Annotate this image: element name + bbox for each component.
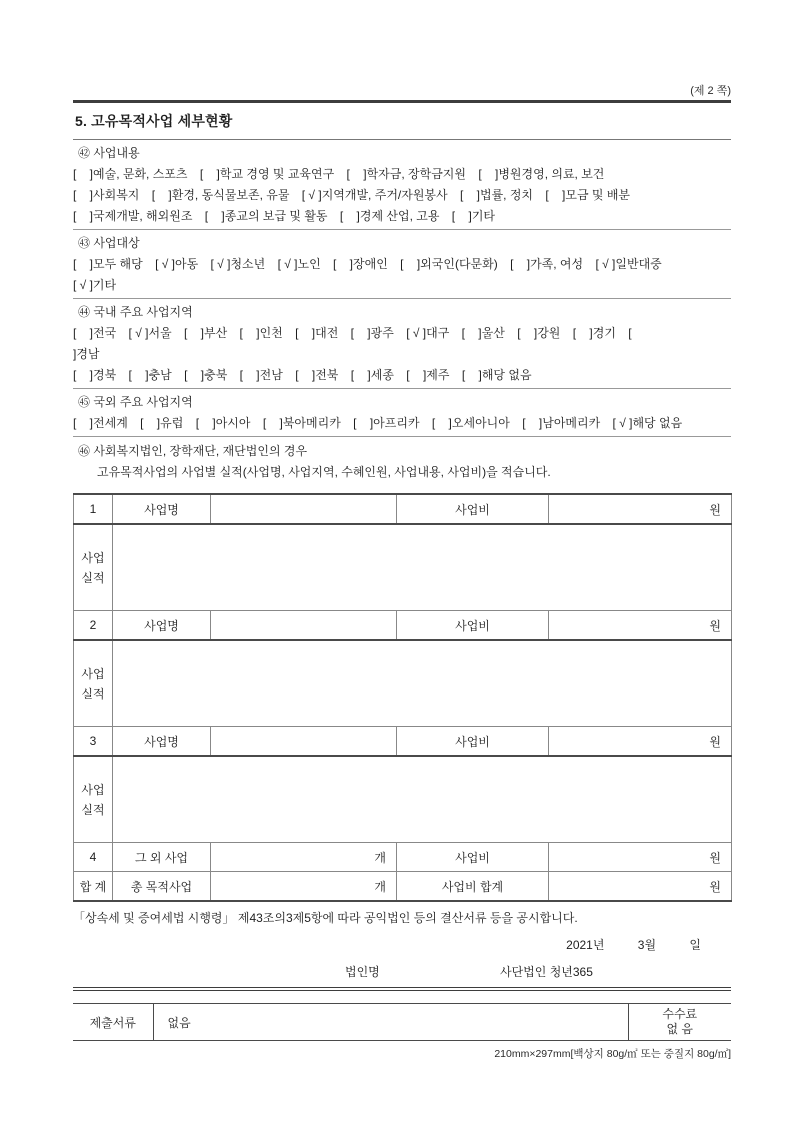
checkbox-label: 전국	[93, 326, 117, 340]
checkbox-box: [ ]	[406, 368, 427, 382]
project-cost-label: 사업비	[397, 494, 549, 524]
checkbox-label: 아시아	[215, 416, 251, 430]
corporation-name-label: 법인명	[345, 965, 380, 979]
checkbox-box: [ ]	[459, 188, 480, 202]
checkbox-item[interactable]	[462, 326, 505, 340]
checkbox-box: [ ]	[510, 257, 531, 271]
checkbox-item[interactable]	[406, 326, 449, 340]
checkbox-box: [ ]	[478, 167, 499, 181]
date-day: 일	[689, 938, 701, 952]
checkbox-label: 모금 및 배분	[565, 188, 631, 202]
checkbox-item[interactable]	[522, 416, 600, 430]
checkbox-label: 모두 해당	[93, 257, 143, 271]
checkbox-box: [ ]	[461, 326, 482, 340]
checkbox-item[interactable]	[129, 368, 172, 382]
checkbox-label: 강원	[537, 326, 561, 340]
fee-label: 수수료	[662, 1007, 698, 1021]
checkbox-label: 기타	[471, 209, 495, 223]
checkbox-box: [ ]	[572, 326, 593, 340]
checkbox-item[interactable]	[478, 167, 604, 181]
attachments-row	[73, 1004, 731, 1041]
checkbox-label: 오세아니아	[451, 416, 510, 430]
checkbox-line	[73, 344, 731, 365]
checkbox-box: [ ]	[184, 326, 205, 340]
checkbox-item[interactable]	[184, 326, 227, 340]
checkbox-line	[73, 164, 731, 185]
checkbox-item[interactable]	[152, 188, 290, 202]
checkbox-label: 전북	[315, 368, 339, 382]
checkbox-line	[73, 365, 731, 386]
row-number: 4	[74, 843, 113, 872]
checkbox-box: [ √ ]	[155, 257, 175, 271]
checkbox-label: 전남	[259, 368, 283, 382]
checkbox-item[interactable]	[573, 326, 616, 340]
performance-label-bottom: 실적	[81, 570, 105, 585]
checkbox-label: 아프리카	[373, 416, 420, 430]
performance-label-bottom: 실적	[81, 686, 105, 701]
performance-row-1	[74, 524, 732, 611]
checkbox-item[interactable]	[452, 209, 495, 223]
other-projects-count-cell	[211, 843, 397, 872]
project-cost-label: 사업비	[397, 843, 549, 872]
total-cost-label: 사업비 합계	[397, 872, 549, 902]
performance-label-top: 사업	[81, 666, 105, 681]
checkbox-box: [ ]	[350, 368, 371, 382]
checkbox-line	[73, 323, 731, 344]
checkbox-label: 종교의 보급 및 활동	[224, 209, 328, 223]
checkbox-box: [ ]	[73, 416, 94, 430]
currency-unit: 원	[709, 850, 721, 865]
section-42-business-content	[73, 140, 731, 230]
checkbox-item[interactable]	[595, 257, 661, 271]
checkbox-item[interactable]	[240, 326, 283, 340]
checkbox-item[interactable]	[200, 167, 334, 181]
row-number: 1	[74, 494, 113, 524]
checkbox-box: [ √ ]	[128, 326, 149, 340]
checkbox-box: [	[628, 326, 632, 340]
project-name-label: 사업명	[113, 611, 211, 641]
checkbox-box: [ √ ]	[277, 257, 298, 271]
project-name-label: 사업명	[113, 727, 211, 757]
checkbox-box: [ ]	[517, 326, 538, 340]
checkbox-label: 인천	[259, 326, 283, 340]
date-line	[73, 938, 731, 953]
section-title: ㊸ 사업대상	[78, 236, 140, 250]
section-title: ㊻ 사회복지법인, 장학재단, 재단법인의 경우	[78, 444, 308, 458]
performance-label-cell	[74, 640, 113, 727]
checkbox-box: [ ]	[353, 416, 374, 430]
checkbox-item[interactable]	[613, 416, 683, 430]
checkbox-box: [ ]	[239, 326, 260, 340]
fee-value: 없 음	[666, 1022, 694, 1036]
checkbox-label: 장애인	[353, 257, 388, 271]
checkbox-label: 예술, 문화, 스포츠	[93, 167, 188, 181]
project-row-1	[74, 494, 732, 524]
checkbox-label: 지역개발, 주거/자원봉사	[321, 188, 448, 202]
section-title: ㊷ 사업내용	[78, 146, 140, 160]
checkbox-item[interactable]	[347, 167, 466, 181]
checkbox-label: 부산	[204, 326, 228, 340]
checkbox-box: [ ]	[128, 368, 149, 382]
checkbox-item[interactable]	[517, 326, 560, 340]
section-46-note	[73, 437, 731, 485]
attachments-table	[73, 1003, 731, 1041]
checkbox-item[interactable]	[73, 257, 143, 271]
checkbox-item[interactable]	[340, 209, 440, 223]
checkbox-label: 병원경영, 의료, 보건	[498, 167, 605, 181]
checkbox-item[interactable]	[73, 167, 188, 181]
checkbox-item[interactable]	[73, 326, 116, 340]
checkbox-box: [ ]	[431, 416, 452, 430]
checkbox-box: [ ]	[73, 257, 94, 271]
project-name-value-cell	[211, 611, 397, 641]
checkbox-box: [ √ ]	[595, 257, 616, 271]
checkbox-line	[73, 185, 731, 206]
checkbox-label: 북아메리카	[282, 416, 341, 430]
page-number-note: (제 2 쪽)	[690, 85, 731, 97]
checkbox-box: [ ]	[73, 326, 94, 340]
checkbox-item[interactable]	[205, 209, 328, 223]
checkbox-item[interactable]	[140, 416, 183, 430]
checkbox-item[interactable]	[510, 257, 583, 271]
checkbox-label: 유럽	[160, 416, 184, 430]
project-row-2	[74, 611, 732, 641]
project-cost-value-cell	[549, 611, 732, 641]
checkbox-box: [ ]	[184, 368, 205, 382]
project-cost-value-cell	[549, 494, 732, 524]
checkbox-box: [ √ ]	[612, 416, 633, 430]
checkbox-label: 법률, 정치	[479, 188, 534, 202]
section-title: ㊹ 국내 주요 사업지역	[78, 305, 193, 319]
corporation-name-line	[73, 963, 731, 979]
attachments-value: 없음	[153, 1004, 628, 1041]
checkbox-label: 노인	[297, 257, 321, 271]
performance-value-cell	[113, 640, 732, 727]
checkbox-item[interactable]	[400, 257, 498, 271]
checkbox-box: [ ]	[262, 416, 283, 430]
checkbox-box: [ ]	[204, 209, 225, 223]
checkbox-item[interactable]	[73, 188, 139, 202]
checkbox-item[interactable]	[460, 188, 533, 202]
checkbox-item[interactable]	[545, 188, 630, 202]
project-cost-label: 사업비	[397, 611, 549, 641]
attachments-label: 제출서류	[89, 1015, 136, 1030]
checkbox-item[interactable]	[196, 416, 251, 430]
currency-unit: 원	[709, 618, 721, 633]
checkbox-item[interactable]	[73, 368, 116, 382]
checkbox-label: 아동	[174, 257, 199, 271]
project-cost-label: 사업비	[397, 727, 549, 757]
checkbox-box: [ ]	[545, 188, 566, 202]
bottom-rule	[73, 987, 731, 991]
performance-row-2	[74, 640, 732, 727]
checkbox-label: 국제개발, 해외원조	[93, 209, 193, 223]
checkbox-item[interactable]	[333, 257, 388, 271]
checkbox-item[interactable]	[184, 368, 227, 382]
count-unit: 개	[374, 879, 386, 894]
checkbox-label: 남아메리카	[542, 416, 601, 430]
checkbox-item[interactable]	[462, 368, 532, 382]
checkbox-box: [ ]	[73, 209, 94, 223]
performance-label-bottom: 실적	[81, 802, 105, 817]
checkbox-item[interactable]	[240, 368, 283, 382]
project-row-3	[74, 727, 732, 757]
checkbox-item[interactable]	[406, 368, 449, 382]
checkbox-box: [ ]	[73, 188, 94, 202]
checkbox-box: [ √ ]	[301, 188, 322, 202]
project-name-value-cell	[211, 727, 397, 757]
total-label: 합 계	[74, 872, 113, 902]
checkbox-box: [ ]	[151, 188, 172, 202]
checkbox-label: 환경, 동식물보존, 유물	[171, 188, 290, 202]
checkbox-item[interactable]	[73, 209, 192, 223]
checkbox-item-wrap-close[interactable]	[73, 347, 100, 361]
total-projects-label: 총 목적사업	[113, 872, 211, 902]
checkbox-item[interactable]	[351, 368, 394, 382]
checkbox-label: 경제 산업, 고용	[359, 209, 440, 223]
section-45-overseas-regions	[73, 389, 731, 437]
checkbox-label: 학자금, 장학금지원	[366, 167, 466, 181]
performance-label-top: 사업	[81, 782, 105, 797]
checkbox-item[interactable]	[73, 278, 116, 292]
checkbox-box: [ ]	[73, 368, 94, 382]
checkbox-label: 가족, 여성	[530, 257, 584, 271]
checkbox-box: [ √ ]	[73, 278, 93, 292]
currency-unit: 원	[709, 502, 721, 517]
section-44-domestic-regions	[73, 299, 731, 389]
checkbox-label: 사회복지	[93, 188, 140, 202]
checkbox-label: 청소년	[230, 257, 266, 271]
checkbox-label: 서울	[148, 326, 172, 340]
checkbox-label: 경북	[93, 368, 117, 382]
section-43-business-target	[73, 230, 731, 299]
checkbox-label: 해당 없음	[481, 368, 532, 382]
checkbox-box: [ ]	[350, 326, 371, 340]
checkbox-item[interactable]	[295, 368, 338, 382]
currency-unit: 원	[709, 879, 721, 894]
checkbox-item[interactable]	[73, 416, 128, 430]
count-unit: 개	[374, 850, 386, 865]
fee-cell	[628, 1004, 731, 1041]
checkbox-item[interactable]	[263, 416, 341, 430]
checkbox-box: [ ]	[195, 416, 216, 430]
checkbox-box: [ √ ]	[210, 257, 231, 271]
checkbox-item-wrap-open[interactable]	[628, 326, 631, 340]
performance-label-cell	[74, 524, 113, 611]
performance-value-cell	[113, 756, 732, 843]
checkbox-item[interactable]	[155, 257, 198, 271]
checkbox-box: [ ]	[199, 167, 220, 181]
checkbox-line	[73, 206, 731, 227]
checkbox-label: 경기	[592, 326, 616, 340]
page-title: 5. 고유목적사업 세부현황	[75, 113, 233, 129]
total-cost-value-cell	[549, 872, 732, 902]
currency-unit: 원	[709, 734, 721, 749]
checkbox-box: [ ]	[461, 368, 482, 382]
other-projects-row	[74, 843, 732, 872]
projects-table	[73, 493, 732, 902]
checkbox-label: 기타	[92, 278, 117, 292]
performance-label-cell	[74, 756, 113, 843]
checkbox-label: 충남	[148, 368, 172, 382]
checkbox-item[interactable]	[351, 326, 394, 340]
project-cost-value-cell	[549, 843, 732, 872]
performance-label-top: 사업	[81, 550, 105, 565]
date-month: 3월	[637, 938, 657, 952]
section-title: ㊺ 국외 주요 사업지역	[78, 395, 193, 409]
row-number: 3	[74, 727, 113, 757]
checkbox-label: 경남	[76, 347, 100, 361]
checkbox-item[interactable]	[432, 416, 510, 430]
paper-size-note: 210mm×297mm[백상지 80g/㎡ 또는 중질지 80g/㎡]	[494, 1048, 731, 1060]
checkbox-box: ]	[73, 347, 77, 361]
checkbox-box: [ ]	[400, 257, 421, 271]
checkbox-item[interactable]	[295, 326, 338, 340]
row-number: 2	[74, 611, 113, 641]
checkbox-line	[73, 413, 731, 434]
checkbox-line	[73, 275, 731, 296]
checkbox-label: 울산	[481, 326, 505, 340]
project-name-value-cell	[211, 494, 397, 524]
project-name-label: 사업명	[113, 494, 211, 524]
checkbox-label: 광주	[370, 326, 394, 340]
checkbox-label: 일반대중	[615, 257, 662, 271]
checkbox-item[interactable]	[278, 257, 321, 271]
checkbox-label: 제주	[426, 368, 450, 382]
checkbox-label: 외국인(다문화)	[420, 257, 498, 271]
other-projects-label: 그 외 사업	[113, 843, 211, 872]
checkbox-box: [ ]	[346, 167, 367, 181]
checkbox-line	[73, 254, 731, 275]
page	[73, 0, 731, 1061]
corporation-name-value: 사단법인 청년365	[500, 965, 593, 979]
checkbox-label: 대전	[315, 326, 339, 340]
total-count-cell	[211, 872, 397, 902]
checkbox-box: [ ]	[73, 167, 94, 181]
checkbox-box: [ √ ]	[406, 326, 427, 340]
checkbox-box: [ ]	[295, 326, 316, 340]
checkbox-box: [ ]	[140, 416, 161, 430]
checkbox-label: 학교 경영 및 교육연구	[219, 167, 335, 181]
checkbox-label: 세종	[370, 368, 394, 382]
performance-row-3	[74, 756, 732, 843]
project-cost-value-cell	[549, 727, 732, 757]
checkbox-item[interactable]	[211, 257, 266, 271]
checkbox-item[interactable]	[302, 188, 448, 202]
checkbox-label: 전세계	[93, 416, 128, 430]
checkbox-item[interactable]	[353, 416, 419, 430]
checkbox-box: [ ]	[522, 416, 543, 430]
checkbox-label: 충북	[204, 368, 228, 382]
checkbox-label: 해당 없음	[632, 416, 683, 430]
checkbox-item[interactable]	[129, 326, 172, 340]
total-row	[74, 872, 732, 902]
checkbox-box: [ ]	[295, 368, 316, 382]
checkbox-box: [ ]	[333, 257, 354, 271]
checkbox-box: [ ]	[239, 368, 260, 382]
checkbox-box: [ ]	[339, 209, 360, 223]
declaration-statement: 「상속세 및 증여세법 시행령」 제43조의3제5항에 따라 공익법인 등의 결산서류 등을 공시합니다.	[73, 911, 578, 925]
checkbox-box: [ ]	[451, 209, 472, 223]
date-year: 2021년	[566, 938, 605, 952]
checkbox-label: 대구	[426, 326, 450, 340]
performance-value-cell	[113, 524, 732, 611]
section-subtitle: 고유목적사업의 사업별 실적(사업명, 사업지역, 수혜인원, 사업내용, 사업비)을 적습니다.	[97, 465, 551, 479]
